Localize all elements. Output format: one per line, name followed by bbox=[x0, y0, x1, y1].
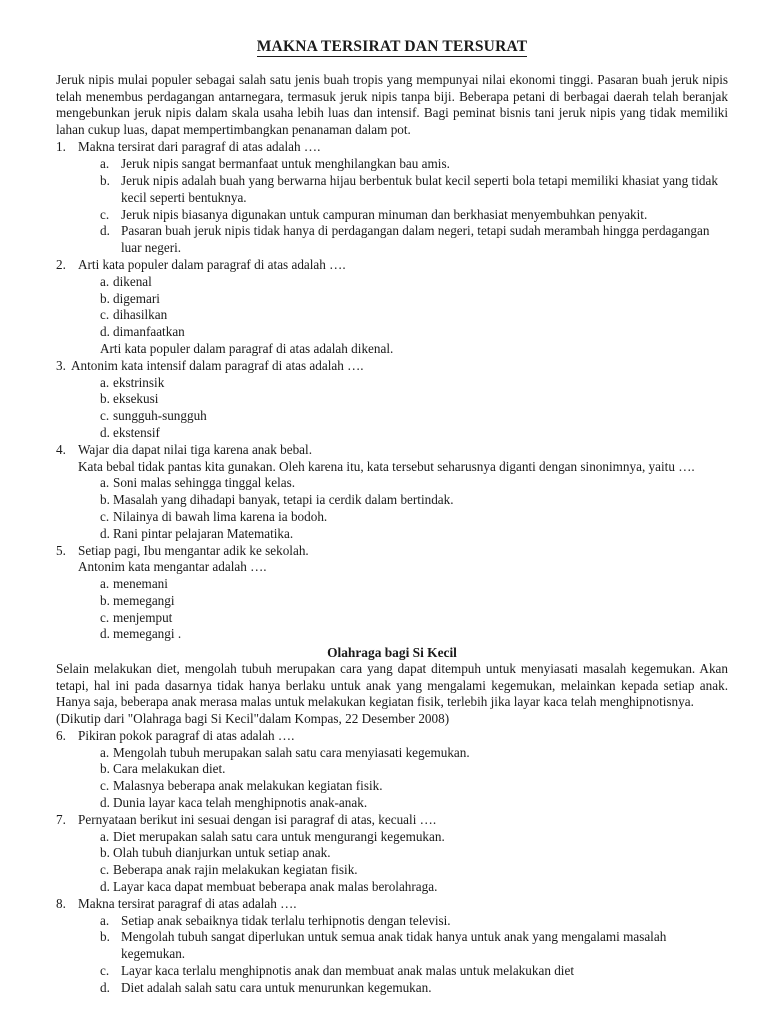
option-letter: c. bbox=[100, 408, 110, 424]
section2-citation: (Dikutip dari "Olahraga bagi Si Kecil"dalam Kompas, 22 Desember 2008) bbox=[56, 711, 450, 727]
question-5-stem-extra: Antonim kata mengantar adalah …. bbox=[78, 559, 267, 575]
option-text: Mengolah tubuh merupakan salah satu cara menyiasati kegemukan. bbox=[113, 744, 470, 760]
option-item[interactable] bbox=[100, 408, 728, 425]
question-4-options bbox=[56, 475, 728, 542]
option-text: dimanfaatkan bbox=[113, 324, 185, 340]
option-text: memegangi bbox=[113, 592, 175, 608]
option-letter: c. bbox=[100, 778, 110, 794]
option-letter: d. bbox=[100, 795, 110, 811]
option-text: ekstrinsik bbox=[113, 374, 165, 390]
question-1-number: 1. bbox=[56, 139, 66, 155]
option-text: Diet adalah salah satu cara untuk menurunkan kegemukan. bbox=[121, 979, 432, 995]
question-8-options bbox=[56, 913, 728, 997]
question-6 bbox=[56, 728, 728, 812]
option-text: Masalah yang dihadapi banyak, tetapi ia cerdik dalam bertindak. bbox=[113, 492, 454, 508]
question-6-number: 6. bbox=[56, 727, 66, 743]
option-item[interactable] bbox=[100, 845, 728, 862]
question-2-stem bbox=[56, 257, 728, 274]
option-text: Jeruk nipis biasanya digunakan untuk campuran minuman dan berkhasiat menyembuhkan penyakit. bbox=[121, 206, 648, 222]
option-text: Nilainya di bawah lima karena ia bodoh. bbox=[113, 508, 328, 524]
option-item[interactable] bbox=[100, 929, 728, 963]
question-2-options bbox=[56, 274, 728, 341]
question-2-number: 2. bbox=[56, 256, 66, 272]
option-item[interactable] bbox=[100, 745, 728, 762]
option-item[interactable] bbox=[100, 475, 728, 492]
option-letter: d. bbox=[100, 525, 110, 541]
option-text: Dunia layar kaca telah menghipnotis anak-anak. bbox=[113, 795, 368, 811]
question-5-number: 5. bbox=[56, 542, 66, 558]
question-6-options bbox=[56, 745, 728, 812]
option-text: dikenal bbox=[113, 273, 152, 289]
option-item[interactable] bbox=[100, 761, 728, 778]
option-letter: c. bbox=[100, 609, 110, 625]
option-item[interactable] bbox=[100, 862, 728, 879]
option-letter: c. bbox=[100, 307, 110, 323]
question-2-text: Arti kata populer dalam paragraf di atas adalah …. bbox=[78, 256, 346, 272]
option-letter: d. bbox=[100, 324, 110, 340]
question-5 bbox=[56, 543, 728, 644]
option-letter: b. bbox=[100, 391, 110, 407]
question-4-text: Wajar dia dapat nilai tiga karena anak bebal. bbox=[78, 441, 312, 457]
question-5-stem bbox=[56, 543, 728, 560]
option-text: Soni malas sehingga tinggal kelas. bbox=[113, 475, 296, 491]
option-text: memegangi . bbox=[113, 626, 182, 642]
option-text: eksekusi bbox=[113, 391, 159, 407]
question-6-stem bbox=[56, 728, 728, 745]
question-8-number: 8. bbox=[56, 895, 66, 911]
question-3-number: 3. bbox=[56, 357, 66, 373]
option-text: dihasilkan bbox=[113, 307, 168, 323]
option-text: Beberapa anak rajin melakukan kegiatan fisik. bbox=[113, 862, 358, 878]
option-letter: d. bbox=[100, 626, 110, 642]
option-text: Rani pintar pelajaran Matematika. bbox=[113, 525, 294, 541]
option-text: Setiap anak sebaiknya tidak terlalu terhipnotis dengan televisi. bbox=[121, 912, 451, 928]
question-8-stem bbox=[56, 896, 728, 913]
option-item[interactable] bbox=[100, 980, 728, 997]
option-item[interactable] bbox=[100, 223, 728, 257]
option-text: Pasaran buah jeruk nipis tidak hanya di perdagangan dalam negeri, tetapi sudah merambah hingga perdagangan luar negeri. bbox=[121, 223, 710, 256]
option-item[interactable] bbox=[100, 324, 728, 341]
option-text: Diet merupakan salah satu cara untuk mengurangi kegemukan. bbox=[113, 828, 445, 844]
section-heading: Olahraga bagi Si Kecil bbox=[327, 645, 457, 661]
section2-paragraph: Selain melakukan diet, mengolah tubuh merupakan cara yang dapat ditempuh untuk menyiasati masalah kegemukan. Akan tetapi, hal ini pada dasarnya tidak hanya berlaku untuk anak yang mengalami kegemukan, melainkan kepada setiap anak. Hanya saja, beberapa anak merasa malas untuk melakukan kegiatan fisik, terlebih jika layar kaca telah menghipnotisnya. bbox=[56, 661, 728, 710]
option-letter: c. bbox=[100, 508, 110, 524]
question-8 bbox=[56, 896, 728, 997]
question-2 bbox=[56, 257, 728, 358]
option-item[interactable] bbox=[100, 795, 728, 812]
option-letter: b. bbox=[100, 172, 110, 188]
option-letter: d. bbox=[100, 223, 110, 239]
option-item[interactable] bbox=[100, 526, 728, 543]
option-item[interactable] bbox=[100, 173, 728, 207]
option-text: Layar kaca terlalu menghipnotis anak dan membuat anak malas untuk melakukan diet bbox=[121, 963, 574, 979]
question-1-stem bbox=[56, 139, 728, 156]
option-letter: c. bbox=[100, 206, 110, 222]
option-item[interactable] bbox=[100, 391, 728, 408]
question-5-text: Setiap pagi, Ibu mengantar adik ke sekolah. bbox=[78, 542, 309, 558]
option-item[interactable] bbox=[100, 307, 728, 324]
option-item[interactable] bbox=[100, 207, 728, 224]
question-3 bbox=[56, 358, 728, 442]
question-7-text: Pernyataan berikut ini sesuai dengan isi paragraf di atas, kecuali …. bbox=[78, 811, 437, 827]
option-letter: a. bbox=[100, 156, 110, 172]
question-4 bbox=[56, 442, 728, 543]
option-letter: d. bbox=[100, 424, 110, 440]
option-item[interactable] bbox=[100, 778, 728, 795]
page-title bbox=[56, 38, 728, 56]
option-text: menjemput bbox=[113, 609, 173, 625]
option-text: digemari bbox=[113, 290, 160, 306]
option-letter: d. bbox=[100, 979, 110, 995]
question-7 bbox=[56, 812, 728, 896]
option-letter: a. bbox=[100, 475, 110, 491]
option-text: Jeruk nipis sangat bermanfaat untuk menghilangkan bau amis. bbox=[121, 156, 450, 172]
option-text: sungguh-sungguh bbox=[113, 408, 207, 424]
option-item[interactable] bbox=[100, 576, 728, 593]
option-letter: b. bbox=[100, 761, 110, 777]
option-text: ekstensif bbox=[113, 424, 160, 440]
question-5-options bbox=[56, 576, 728, 643]
question-3-stem bbox=[56, 358, 728, 375]
option-letter: b. bbox=[100, 845, 110, 861]
question-3-options bbox=[56, 375, 728, 442]
question-1 bbox=[56, 139, 728, 257]
option-letter: b. bbox=[100, 290, 110, 306]
intro-paragraph: Jeruk nipis mulai populer sebagai salah satu jenis buah tropis yang mempunyai nilai ekonomi tinggi. Pasaran buah jeruk nipis telah menembus perdagangan antarnegara, termasuk jeruk nipis tanpa biji. Beberapa petani di berbagai daerah telah beranjak mengebunkan jeruk nipis dalam skala usaha lebih luas dan intensif. Bagi peminat bisnis tani jeruk nipis yang tidak memiliki lahan cukup luas, dapat mempertimbangkan penanaman dalam pot. bbox=[56, 72, 728, 137]
option-item[interactable] bbox=[100, 425, 728, 442]
question-1-text: Makna tersirat dari paragraf di atas adalah …. bbox=[78, 139, 321, 155]
option-item[interactable] bbox=[100, 274, 728, 291]
option-item[interactable] bbox=[100, 829, 728, 846]
option-text: Mengolah tubuh sangat diperlukan untuk semua anak tidak hanya untuk anak yang mengalami masalah kegemukan. bbox=[121, 929, 667, 962]
option-item[interactable] bbox=[100, 291, 728, 308]
question-8-text: Makna tersirat paragraf di atas adalah …. bbox=[78, 895, 297, 911]
option-item[interactable] bbox=[100, 879, 728, 896]
question-6-text: Pikiran pokok paragraf di atas adalah …. bbox=[78, 727, 295, 743]
option-text: Layar kaca dapat membuat beberapa anak malas berolahraga. bbox=[113, 879, 438, 895]
question-7-number: 7. bbox=[56, 811, 66, 827]
option-letter: b. bbox=[100, 492, 110, 508]
option-letter: c. bbox=[100, 862, 110, 878]
question-7-options bbox=[56, 829, 728, 896]
question-4-number: 4. bbox=[56, 441, 66, 457]
option-letter: d. bbox=[100, 879, 110, 895]
option-item[interactable] bbox=[100, 626, 728, 643]
question-2-answer: Arti kata populer dalam paragraf di atas adalah dikenal. bbox=[100, 340, 394, 356]
option-item[interactable] bbox=[100, 610, 728, 627]
option-letter: a. bbox=[100, 744, 110, 760]
option-letter: a. bbox=[100, 374, 110, 390]
question-7-stem bbox=[56, 812, 728, 829]
option-letter: a. bbox=[100, 828, 110, 844]
option-text: Cara melakukan diet. bbox=[113, 761, 226, 777]
option-letter: c. bbox=[100, 963, 110, 979]
question-4-stem-extra: Kata bebal tidak pantas kita gunakan. Oleh karena itu, kata tersebut seharusnya diganti dengan sinonimnya, yaitu …. bbox=[78, 458, 695, 474]
question-4-stem bbox=[56, 442, 728, 459]
option-item[interactable] bbox=[100, 509, 728, 526]
option-letter: a. bbox=[100, 273, 110, 289]
option-letter: a. bbox=[100, 912, 110, 928]
option-text: menemani bbox=[113, 576, 168, 592]
option-letter: b. bbox=[100, 929, 110, 945]
page-title-text: MAKNA TERSIRAT DAN TERSURAT bbox=[256, 38, 528, 55]
question-3-text: Antonim kata intensif dalam paragraf di atas adalah …. bbox=[71, 357, 364, 373]
option-item[interactable] bbox=[100, 963, 728, 980]
option-letter: a. bbox=[100, 576, 110, 592]
option-letter: b. bbox=[100, 592, 110, 608]
option-text: Olah tubuh dianjurkan untuk setiap anak. bbox=[113, 845, 331, 861]
option-item[interactable] bbox=[100, 913, 728, 930]
option-item[interactable] bbox=[100, 375, 728, 392]
option-text: Jeruk nipis adalah buah yang berwarna hijau berbentuk bulat kecil seperti bola tetapi memiliki khasiat yang tidak kecil seperti bentuknya. bbox=[121, 172, 718, 205]
question-1-options bbox=[56, 156, 728, 257]
option-item[interactable] bbox=[100, 593, 728, 610]
option-item[interactable] bbox=[100, 492, 728, 509]
option-text: Malasnya beberapa anak melakukan kegiatan fisik. bbox=[113, 778, 383, 794]
option-item[interactable] bbox=[100, 156, 728, 173]
